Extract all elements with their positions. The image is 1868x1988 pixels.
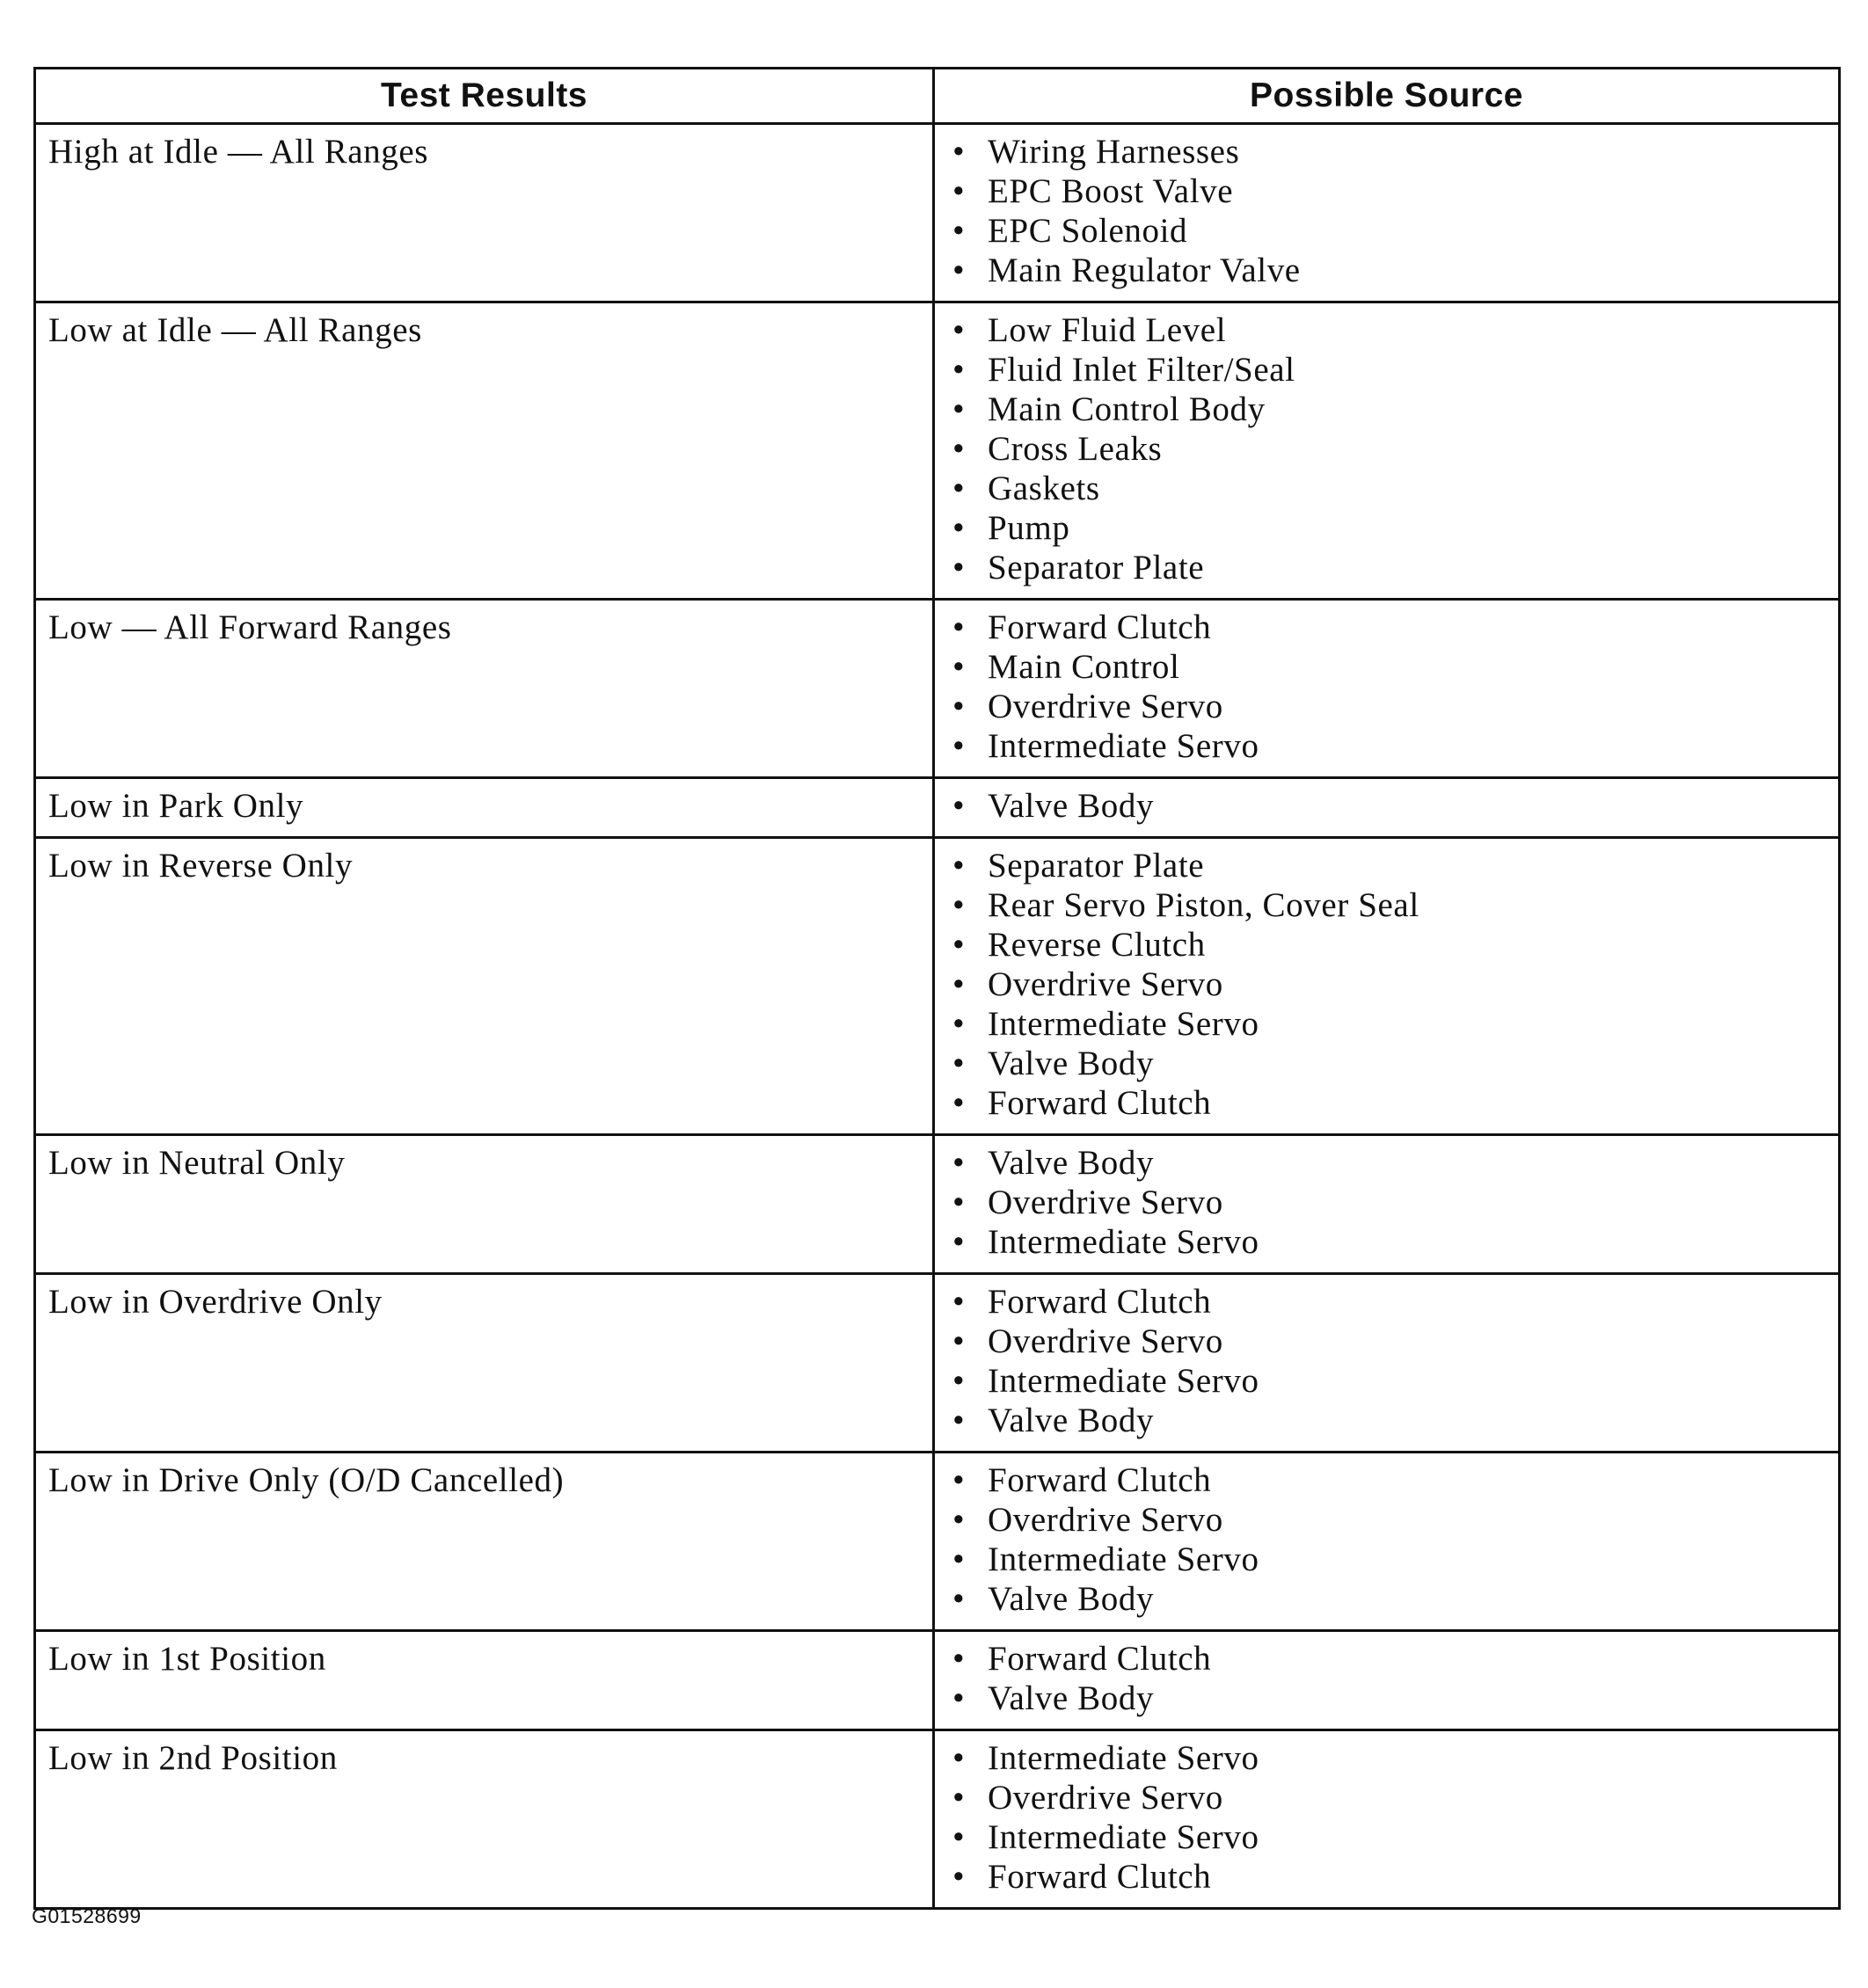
- table-header-row: [35, 69, 1840, 124]
- test-result-text: Low in 2nd Position: [48, 1739, 338, 1777]
- list-item: • Overdrive Servo: [952, 1778, 1838, 1817]
- list-item: • Separator Plate: [952, 846, 1838, 885]
- possible-source-cell: [934, 1135, 1840, 1274]
- possible-source-cell: [934, 124, 1840, 302]
- table-row: [35, 302, 1840, 600]
- test-result-text: Low in Drive Only (O/D Cancelled): [48, 1461, 565, 1499]
- table-row: [35, 600, 1840, 778]
- source-list: [935, 601, 1838, 776]
- test-result-cell: [35, 302, 934, 600]
- list-item: • Separator Plate: [952, 548, 1838, 587]
- test-result-text: Low at Idle — All Ranges: [48, 311, 422, 349]
- list-item: • Overdrive Servo: [952, 1322, 1838, 1361]
- list-item: • Intermediate Servo: [952, 1817, 1838, 1857]
- test-result-text: Low in Neutral Only: [48, 1144, 346, 1182]
- source-list: [935, 1632, 1838, 1729]
- table-row: [35, 1453, 1840, 1631]
- list-item: • Forward Clutch: [952, 608, 1838, 647]
- list-item: • Valve Body: [952, 1143, 1838, 1183]
- possible-source-cell: [934, 1730, 1840, 1909]
- list-item: • Overdrive Servo: [952, 1500, 1838, 1540]
- diagnosis-table: [33, 67, 1841, 1910]
- header-test-results: Test Results: [35, 69, 934, 124]
- test-result-cell: [35, 1730, 934, 1909]
- list-item: • Gaskets: [952, 469, 1838, 508]
- test-result-text: Low in Reverse Only: [48, 847, 354, 885]
- table-row: [35, 838, 1840, 1135]
- test-result-cell: [35, 1135, 934, 1274]
- source-list: [935, 1275, 1838, 1451]
- test-result-cell: [35, 600, 934, 778]
- list-item: • Low Fluid Level: [952, 310, 1838, 350]
- test-result-cell: [35, 778, 934, 838]
- list-item: • Forward Clutch: [952, 1282, 1838, 1322]
- list-item: • Intermediate Servo: [952, 1738, 1838, 1778]
- list-item: • Valve Body: [952, 1579, 1838, 1619]
- table-row: [35, 1730, 1840, 1909]
- possible-source-cell: [934, 600, 1840, 778]
- possible-source-cell: [934, 1631, 1840, 1730]
- list-item: • Rear Servo Piston, Cover Seal: [952, 885, 1838, 925]
- list-item: • Forward Clutch: [952, 1857, 1838, 1897]
- possible-source-cell: [934, 1453, 1840, 1631]
- test-result-text: Low in Overdrive Only: [48, 1283, 383, 1321]
- source-list: [935, 125, 1838, 301]
- list-item: • Fluid Inlet Filter/Seal: [952, 350, 1838, 390]
- list-item: • Valve Body: [952, 1044, 1838, 1083]
- figure-id: G01528699: [32, 1904, 142, 1927]
- source-list: [935, 839, 1838, 1133]
- list-item: • Intermediate Servo: [952, 1361, 1838, 1401]
- test-result-text: High at Idle — All Ranges: [48, 133, 429, 171]
- test-result-text: Low in Park Only: [48, 787, 304, 825]
- list-item: • Intermediate Servo: [952, 1222, 1838, 1262]
- table-row: [35, 778, 1840, 838]
- possible-source-cell: [934, 838, 1840, 1135]
- table-row: [35, 1631, 1840, 1730]
- test-result-cell: [35, 1631, 934, 1730]
- table-row: [35, 124, 1840, 302]
- source-list: [935, 1453, 1838, 1629]
- test-result-cell: [35, 1274, 934, 1453]
- possible-source-cell: [934, 778, 1840, 838]
- list-item: • Main Control: [952, 647, 1838, 687]
- list-item: • Overdrive Servo: [952, 965, 1838, 1004]
- test-result-cell: [35, 124, 934, 302]
- list-item: • Forward Clutch: [952, 1639, 1838, 1679]
- table-row: [35, 1135, 1840, 1274]
- list-item: • Valve Body: [952, 786, 1838, 826]
- header-possible-source: Possible Source: [934, 69, 1840, 124]
- list-item: • Main Regulator Valve: [952, 251, 1838, 290]
- list-item: • Intermediate Servo: [952, 1540, 1838, 1579]
- test-result-cell: [35, 838, 934, 1135]
- source-list: [935, 1136, 1838, 1272]
- list-item: • Forward Clutch: [952, 1460, 1838, 1500]
- possible-source-cell: [934, 1274, 1840, 1453]
- table-row: [35, 1274, 1840, 1453]
- list-item: • Overdrive Servo: [952, 687, 1838, 726]
- list-item: • Forward Clutch: [952, 1083, 1838, 1123]
- list-item: • Valve Body: [952, 1401, 1838, 1440]
- list-item: • Cross Leaks: [952, 429, 1838, 469]
- test-result-text: Low — All Forward Ranges: [48, 608, 452, 646]
- possible-source-cell: [934, 302, 1840, 600]
- list-item: • Valve Body: [952, 1679, 1838, 1718]
- table-body: [35, 124, 1840, 1909]
- test-result-text: Low in 1st Position: [48, 1640, 326, 1678]
- source-list: [935, 303, 1838, 598]
- list-item: • Wiring Harnesses: [952, 132, 1838, 171]
- list-item: • Intermediate Servo: [952, 726, 1838, 766]
- list-item: • EPC Boost Valve: [952, 171, 1838, 211]
- test-result-cell: [35, 1453, 934, 1631]
- list-item: • EPC Solenoid: [952, 211, 1838, 251]
- list-item: • Reverse Clutch: [952, 925, 1838, 965]
- list-item: • Overdrive Servo: [952, 1183, 1838, 1222]
- list-item: • Intermediate Servo: [952, 1004, 1838, 1044]
- list-item: • Pump: [952, 508, 1838, 548]
- source-list: [935, 779, 1838, 836]
- source-list: [935, 1731, 1838, 1907]
- list-item: • Main Control Body: [952, 390, 1838, 429]
